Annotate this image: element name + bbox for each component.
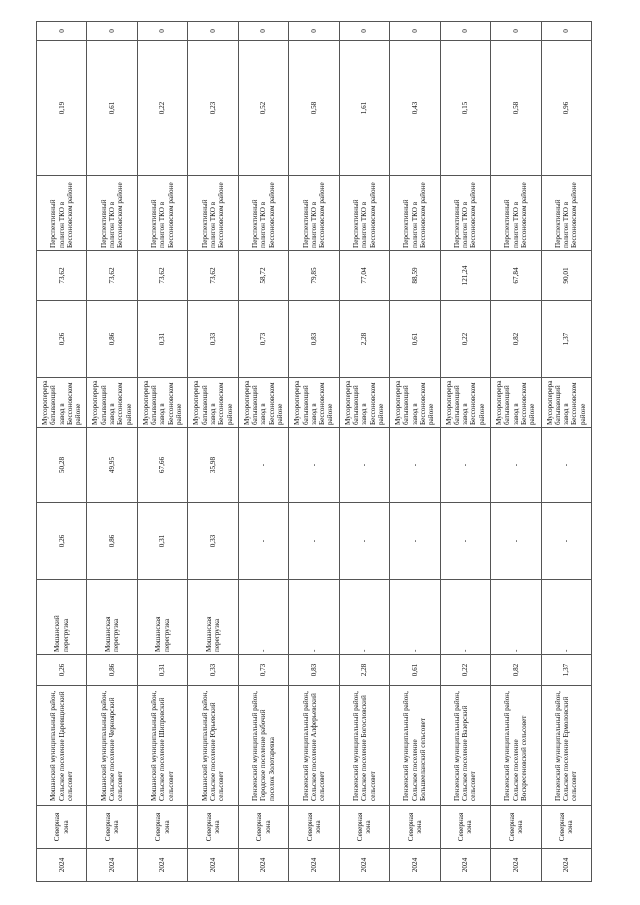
- value-cell: -: [541, 503, 591, 580]
- value-cell: 0,73: [238, 301, 288, 378]
- zone-cell: Северная зона: [37, 806, 87, 849]
- distance-cell: -: [238, 428, 288, 503]
- year-cell: 2024: [137, 849, 187, 882]
- year-cell: 2024: [37, 849, 87, 882]
- processor-cell: -: [289, 580, 339, 655]
- value-cell: -: [440, 503, 490, 580]
- landfill-cell: Перспективный полигон ТКО в Бессоновском районе: [289, 176, 339, 251]
- distance-cell: 88,59: [390, 251, 440, 301]
- landfill-cell: Перспективный полигон ТКО в Бессоновском районе: [238, 176, 288, 251]
- rotated-page: [36, 22, 592, 882]
- value-cell: 0: [188, 22, 238, 41]
- value-cell: 0,61: [87, 41, 137, 176]
- distance-cell: 121,24: [440, 251, 490, 301]
- value-cell: -: [238, 503, 288, 580]
- distance-cell: 67,66: [137, 428, 187, 503]
- facility-cell: Мусороперерабатывающий завод в Бессоновском районе: [289, 378, 339, 428]
- distance-cell: -: [440, 428, 490, 503]
- value-cell: 0: [87, 22, 137, 41]
- facility-cell: Мусороперерабатывающий завод в Бессоновском районе: [238, 378, 288, 428]
- value-cell: 0,86: [87, 301, 137, 378]
- value-cell: 0: [339, 22, 389, 41]
- value-cell: 0,26: [37, 655, 87, 686]
- zone-cell: Северная зона: [440, 806, 490, 849]
- value-cell: 0,26: [37, 301, 87, 378]
- territory-cell: Пензенский муниципальный район, Сельское поселение Воскресеновский сельсовет: [491, 686, 541, 806]
- landfill-cell: Перспективный полигон ТКО в Бессоновском районе: [339, 176, 389, 251]
- value-cell: 0,82: [491, 655, 541, 686]
- territory-cell: Мошанский муниципальный район, Сельское поселение Царевщинский сельсовет: [37, 686, 87, 806]
- landfill-cell: Перспективный полигон ТКО в Бессоновском районе: [87, 176, 137, 251]
- table-row: [188, 22, 238, 882]
- value-cell: 0: [137, 22, 187, 41]
- value-cell: 1,37: [541, 655, 591, 686]
- value-cell: 0: [390, 22, 440, 41]
- facility-cell: Мусороперерабатывающий завод в Бессоновском районе: [390, 378, 440, 428]
- processor-cell: Мошанская перегрузка: [137, 580, 187, 655]
- territory-cell: Пензенский муниципальный район, Сельское поселение Алферьевский сельсовет: [289, 686, 339, 806]
- landfill-cell: Перспективный полигон ТКО в Бессоновском районе: [137, 176, 187, 251]
- value-cell: 0,26: [37, 503, 87, 580]
- year-cell: 2024: [390, 849, 440, 882]
- waste-flow-table: [36, 21, 592, 882]
- value-cell: -: [289, 503, 339, 580]
- value-cell: 0,61: [390, 655, 440, 686]
- value-cell: -: [339, 503, 389, 580]
- value-cell: 0,15: [440, 41, 490, 176]
- zone-cell: Северная зона: [188, 806, 238, 849]
- year-cell: 2024: [440, 849, 490, 882]
- zone-cell: Северная зона: [491, 806, 541, 849]
- landfill-cell: Перспективный полигон ТКО в Бессоновском районе: [188, 176, 238, 251]
- year-cell: 2024: [87, 849, 137, 882]
- distance-cell: 90,01: [541, 251, 591, 301]
- facility-cell: Мусороперерабатывающий завод в Бессоновском районе: [87, 378, 137, 428]
- value-cell: 0,33: [188, 301, 238, 378]
- zone-cell: Северная зона: [289, 806, 339, 849]
- table-row: [541, 22, 591, 882]
- landfill-cell: Перспективный полигон ТКО в Бессоновском районе: [440, 176, 490, 251]
- value-cell: 0,19: [37, 41, 87, 176]
- territory-cell: Пензенский муниципальный район, Сельское поселение Богословский сельсовет: [339, 686, 389, 806]
- value-cell: 0,23: [188, 41, 238, 176]
- value-cell: 0,82: [491, 301, 541, 378]
- value-cell: 0,33: [188, 503, 238, 580]
- processor-cell: -: [238, 580, 288, 655]
- processor-cell: -: [491, 580, 541, 655]
- distance-cell: 73,62: [137, 251, 187, 301]
- table-body: [37, 22, 592, 882]
- table-row: [87, 22, 137, 882]
- zone-cell: Северная зона: [238, 806, 288, 849]
- value-cell: 0,22: [440, 655, 490, 686]
- distance-cell: 79,85: [289, 251, 339, 301]
- value-cell: 0,86: [87, 655, 137, 686]
- year-cell: 2024: [289, 849, 339, 882]
- distance-cell: -: [289, 428, 339, 503]
- distance-cell: 73,62: [188, 251, 238, 301]
- table-row: [390, 22, 440, 882]
- value-cell: 0,58: [289, 41, 339, 176]
- table-row: [289, 22, 339, 882]
- year-cell: 2024: [339, 849, 389, 882]
- distance-cell: 49,95: [87, 428, 137, 503]
- value-cell: 0,61: [390, 301, 440, 378]
- value-cell: 0: [289, 22, 339, 41]
- value-cell: 0,31: [137, 503, 187, 580]
- territory-cell: Пензенский муниципальный район, Сельское поселение Большееланский сельсовет: [390, 686, 440, 806]
- distance-cell: 35,98: [188, 428, 238, 503]
- facility-cell: Мусороперерабатывающий завод в Бессоновском районе: [440, 378, 490, 428]
- facility-cell: Мусороперерабатывающий завод в Бессоновском районе: [137, 378, 187, 428]
- landfill-cell: Перспективный полигон ТКО в Бессоновском районе: [37, 176, 87, 251]
- value-cell: 0: [440, 22, 490, 41]
- table-row: [491, 22, 541, 882]
- value-cell: 0,31: [137, 655, 187, 686]
- value-cell: 0,43: [390, 41, 440, 176]
- processor-cell: -: [541, 580, 591, 655]
- distance-cell: -: [390, 428, 440, 503]
- value-cell: 0: [37, 22, 87, 41]
- year-cell: 2024: [491, 849, 541, 882]
- value-cell: 1,37: [541, 301, 591, 378]
- distance-cell: 67,84: [491, 251, 541, 301]
- processor-cell: Мошанский перегрузка: [37, 580, 87, 655]
- value-cell: 0,73: [238, 655, 288, 686]
- distance-cell: 73,62: [37, 251, 87, 301]
- value-cell: 0,31: [137, 301, 187, 378]
- distance-cell: 77,04: [339, 251, 389, 301]
- processor-cell: -: [339, 580, 389, 655]
- zone-cell: Северная зона: [87, 806, 137, 849]
- distance-cell: 50,28: [37, 428, 87, 503]
- value-cell: 0: [541, 22, 591, 41]
- value-cell: 0,52: [238, 41, 288, 176]
- processor-cell: Мошанская перегрузка: [87, 580, 137, 655]
- processor-cell: Мошанская перегрузка: [188, 580, 238, 655]
- territory-cell: Мошанский муниципальный район, Сельское поселение Юрьевский сельсовет: [188, 686, 238, 806]
- value-cell: 2,28: [339, 301, 389, 378]
- facility-cell: Мусороперерабатывающий завод в Бессоновском районе: [541, 378, 591, 428]
- value-cell: 0,22: [137, 41, 187, 176]
- year-cell: 2024: [238, 849, 288, 882]
- value-cell: -: [390, 503, 440, 580]
- distance-cell: 73,62: [87, 251, 137, 301]
- value-cell: 0: [238, 22, 288, 41]
- table-row: [440, 22, 490, 882]
- facility-cell: Мусороперерабатывающий завод в Бессоновском районе: [188, 378, 238, 428]
- processor-cell: -: [390, 580, 440, 655]
- value-cell: 0,83: [289, 655, 339, 686]
- value-cell: 0,33: [188, 655, 238, 686]
- value-cell: -: [491, 503, 541, 580]
- zone-cell: Северная зона: [390, 806, 440, 849]
- territory-cell: Пензенский муниципальный район, Сельское поселение Вазерский сельсовет: [440, 686, 490, 806]
- value-cell: 0,22: [440, 301, 490, 378]
- landfill-cell: Перспективный полигон ТКО в Бессоновском районе: [390, 176, 440, 251]
- distance-cell: -: [491, 428, 541, 503]
- facility-cell: Мусороперерабатывающий завод в Бессоновском районе: [339, 378, 389, 428]
- value-cell: 0,83: [289, 301, 339, 378]
- distance-cell: -: [541, 428, 591, 503]
- value-cell: 0,86: [87, 503, 137, 580]
- distance-cell: -: [339, 428, 389, 503]
- zone-cell: Северная зона: [541, 806, 591, 849]
- facility-cell: Мусороперерабатывающий завод в Бессоновском районе: [37, 378, 87, 428]
- table-row: [137, 22, 187, 882]
- zone-cell: Северная зона: [339, 806, 389, 849]
- landfill-cell: Перспективный полигон ТКО в Бессоновском районе: [491, 176, 541, 251]
- territory-cell: Пензенский муниципальный район, Сельское поселение Ермоловский сельсовет: [541, 686, 591, 806]
- year-cell: 2024: [541, 849, 591, 882]
- territory-cell: Мошанский муниципальный район, Сельское поселение Черноярский сельсовет: [87, 686, 137, 806]
- distance-cell: 58,72: [238, 251, 288, 301]
- zone-cell: Северная зона: [137, 806, 187, 849]
- landfill-cell: Перспективный полигон ТКО в Бессоновском районе: [541, 176, 591, 251]
- facility-cell: Мусороперерабатывающий завод в Бессоновском районе: [491, 378, 541, 428]
- table-row: [238, 22, 288, 882]
- value-cell: 0,58: [491, 41, 541, 176]
- value-cell: 0: [491, 22, 541, 41]
- territory-cell: Пензенский муниципальный район, Городское поселение рабочий поселок Золотаревка: [238, 686, 288, 806]
- value-cell: 1,61: [339, 41, 389, 176]
- table-row: [339, 22, 389, 882]
- value-cell: 2,28: [339, 655, 389, 686]
- value-cell: 0,96: [541, 41, 591, 176]
- year-cell: 2024: [188, 849, 238, 882]
- processor-cell: -: [440, 580, 490, 655]
- territory-cell: Мошанский муниципальный район, Сельское поселение Шипровский сельсовет: [137, 686, 187, 806]
- table-row: [37, 22, 87, 882]
